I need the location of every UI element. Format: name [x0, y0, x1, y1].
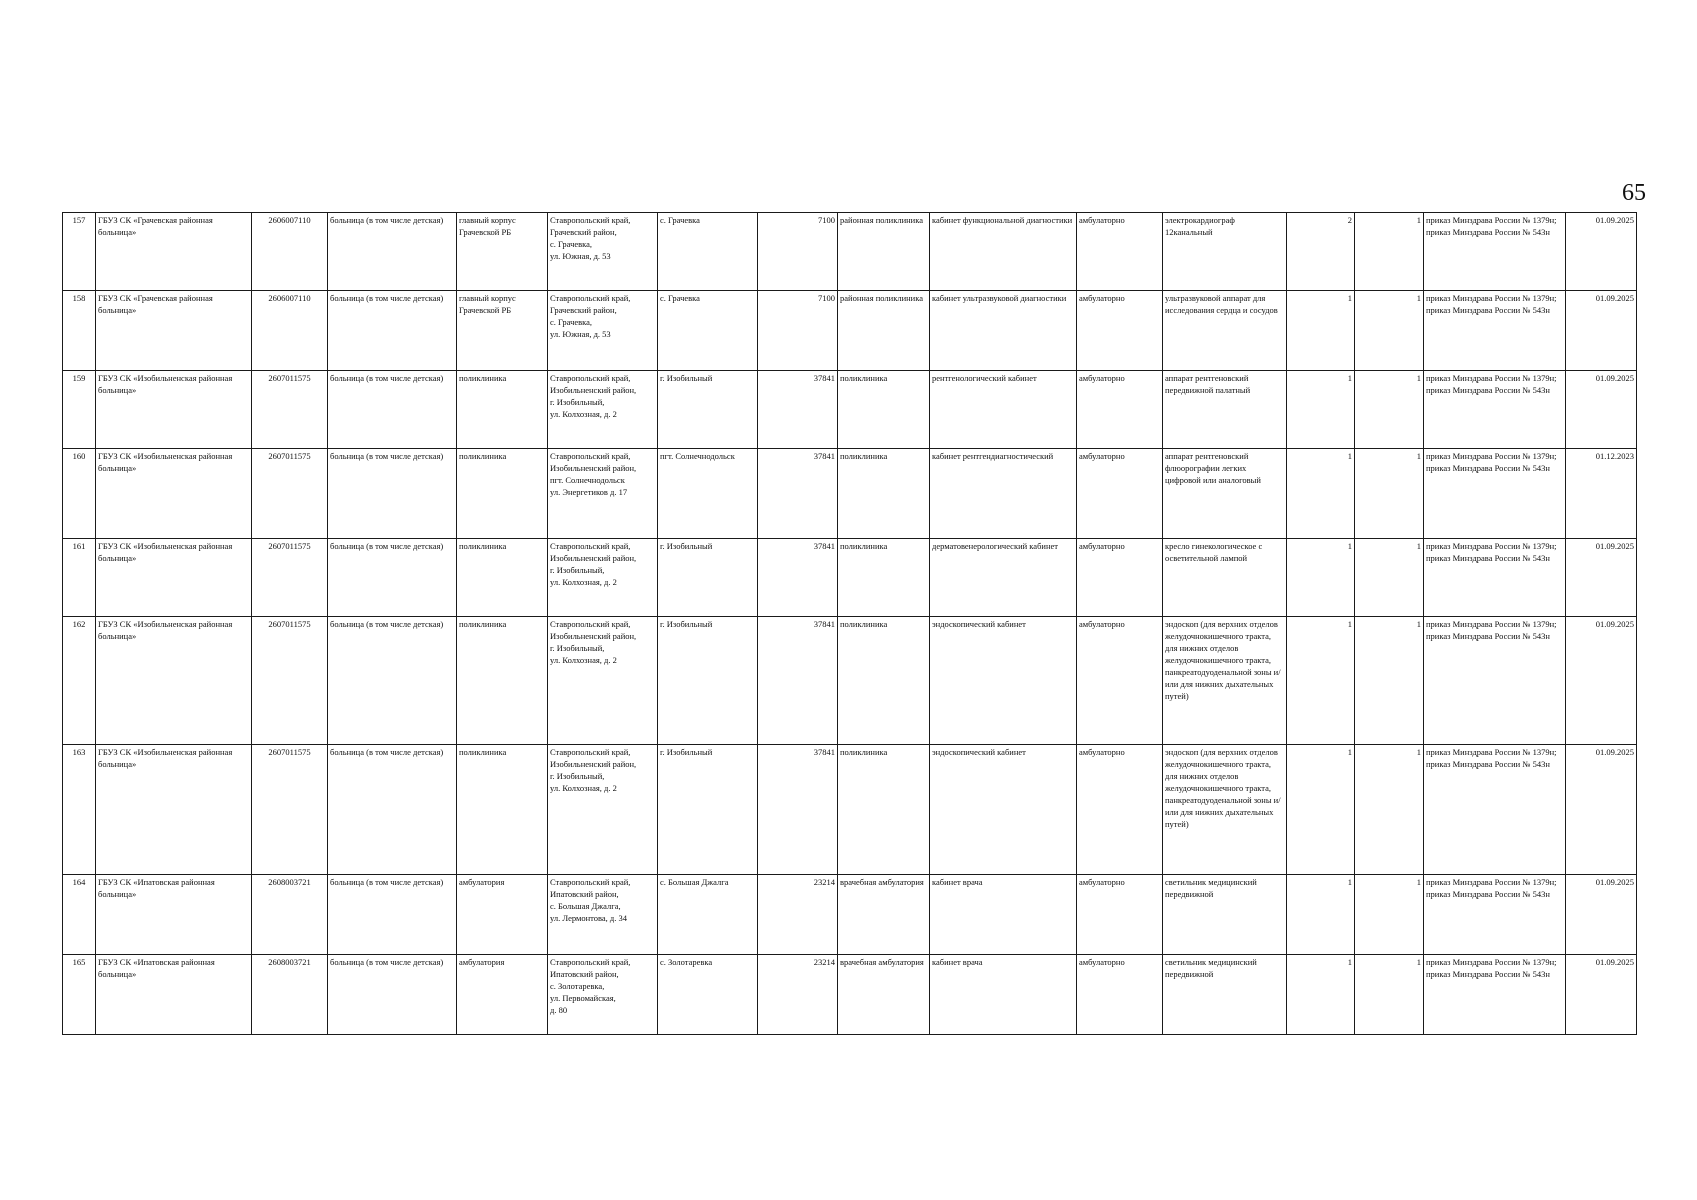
address-cell: Ставропольский край, Изобильненский район, г. Изобильный, ул. Колхозная, д. 2 [548, 617, 658, 745]
institution-type-cell: больница (в том числе детская) [328, 539, 457, 617]
cabinet-name-cell: дерматовенерологический кабинет [930, 539, 1077, 617]
equipment-name-cell: светильник медицинский передвижной [1163, 955, 1287, 1035]
institution-type-cell: больница (в том числе детская) [328, 745, 457, 875]
unit-name-cell: поликлиника [838, 449, 930, 539]
organization-name-cell: ГБУЗ СК «Изобильненская районная больница» [96, 449, 252, 539]
cabinet-name-cell: эндоскопический кабинет [930, 617, 1077, 745]
row-number-cell: 160 [63, 449, 96, 539]
quantity-required-cell: 1 [1287, 745, 1355, 875]
due-date-cell: 01.09.2025 [1566, 213, 1637, 291]
inn-code-cell: 2607011575 [252, 745, 328, 875]
inn-code-cell: 2606007110 [252, 291, 328, 371]
equipment-name-cell: электрокардиограф 12канальный [1163, 213, 1287, 291]
unit-name-cell: поликлиника [838, 539, 930, 617]
table-row [63, 371, 1637, 449]
table-row [63, 213, 1637, 291]
institution-type-cell: больница (в том числе детская) [328, 371, 457, 449]
building-name-cell: поликлиника [457, 539, 548, 617]
institution-type-cell: больница (в том числе детская) [328, 449, 457, 539]
cabinet-name-cell: кабинет ультразвуковой диагностики [930, 291, 1077, 371]
unit-name-cell: районная поликлиника [838, 291, 930, 371]
address-cell: Ставропольский край, Грачевский район, с. Грачевка, ул. Южная, д. 53 [548, 213, 658, 291]
building-name-cell: амбулатория [457, 955, 548, 1035]
equipment-name-cell: аппарат рентгеновский передвижной палатный [1163, 371, 1287, 449]
locality-cell: г. Изобильный [658, 617, 758, 745]
address-cell: Ставропольский край, Изобильненский район, г. Изобильный, ул. Колхозная, д. 2 [548, 371, 658, 449]
due-date-cell: 01.09.2025 [1566, 875, 1637, 955]
population-cell: 37841 [758, 449, 838, 539]
quantity-required-cell: 1 [1287, 449, 1355, 539]
quantity-available-cell: 1 [1355, 449, 1424, 539]
population-cell: 37841 [758, 371, 838, 449]
building-name-cell: поликлиника [457, 745, 548, 875]
institution-type-cell: больница (в том числе детская) [328, 617, 457, 745]
legal-basis-cell: приказ Минздрава России № 1379н; приказ Минздрава России № 543н [1424, 539, 1566, 617]
equipment-name-cell: эндоскоп (для верхних отделов желудочнокишечного тракта, для нижних отделов желудочнокишечного тракта, панкреатодуоденальной зоны и/или для нижних дыхательных путей) [1163, 745, 1287, 875]
organization-name-cell: ГБУЗ СК «Грачевская районная больница» [96, 291, 252, 371]
quantity-available-cell: 1 [1355, 955, 1424, 1035]
cabinet-name-cell: эндоскопический кабинет [930, 745, 1077, 875]
inn-code-cell: 2608003721 [252, 955, 328, 1035]
care-mode-cell: амбулаторно [1077, 875, 1163, 955]
population-cell: 37841 [758, 745, 838, 875]
row-number-cell: 165 [63, 955, 96, 1035]
inn-code-cell: 2607011575 [252, 371, 328, 449]
legal-basis-cell: приказ Минздрава России № 1379н; приказ Минздрава России № 543н [1424, 617, 1566, 745]
locality-cell: г. Изобильный [658, 539, 758, 617]
locality-cell: г. Изобильный [658, 371, 758, 449]
quantity-required-cell: 2 [1287, 213, 1355, 291]
cabinet-name-cell: кабинет функциональной диагностики [930, 213, 1077, 291]
inn-code-cell: 2606007110 [252, 213, 328, 291]
equipment-registry-table [62, 212, 1637, 1035]
cabinet-name-cell: кабинет врача [930, 955, 1077, 1035]
row-number-cell: 159 [63, 371, 96, 449]
row-number-cell: 162 [63, 617, 96, 745]
population-cell: 7100 [758, 213, 838, 291]
unit-name-cell: врачебная амбулатория [838, 875, 930, 955]
row-number-cell: 161 [63, 539, 96, 617]
unit-name-cell: поликлиника [838, 371, 930, 449]
address-cell: Ставропольский край, Ипатовский район, с. Золотаревка, ул. Первомайская, д. 80 [548, 955, 658, 1035]
care-mode-cell: амбулаторно [1077, 617, 1163, 745]
inn-code-cell: 2607011575 [252, 449, 328, 539]
quantity-available-cell: 1 [1355, 213, 1424, 291]
care-mode-cell: амбулаторно [1077, 291, 1163, 371]
legal-basis-cell: приказ Минздрава России № 1379н; приказ Минздрава России № 543н [1424, 955, 1566, 1035]
inn-code-cell: 2608003721 [252, 875, 328, 955]
due-date-cell: 01.12.2023 [1566, 449, 1637, 539]
address-cell: Ставропольский край, Грачевский район, с. Грачевка, ул. Южная, д. 53 [548, 291, 658, 371]
cabinet-name-cell: кабинет рентгендиагностический [930, 449, 1077, 539]
due-date-cell: 01.09.2025 [1566, 745, 1637, 875]
address-cell: Ставропольский край, Ипатовский район, с. Большая Джалга, ул. Лермонтова, д. 34 [548, 875, 658, 955]
quantity-required-cell: 1 [1287, 875, 1355, 955]
due-date-cell: 01.09.2025 [1566, 955, 1637, 1035]
building-name-cell: поликлиника [457, 449, 548, 539]
building-name-cell: поликлиника [457, 617, 548, 745]
organization-name-cell: ГБУЗ СК «Изобильненская районная больница» [96, 371, 252, 449]
unit-name-cell: поликлиника [838, 617, 930, 745]
legal-basis-cell: приказ Минздрава России № 1379н; приказ Минздрава России № 543н [1424, 213, 1566, 291]
quantity-required-cell: 1 [1287, 955, 1355, 1035]
equipment-name-cell: аппарат рентгеновский флюорографии легких цифровой или аналоговый [1163, 449, 1287, 539]
row-number-cell: 164 [63, 875, 96, 955]
equipment-name-cell: светильник медицинский передвижной [1163, 875, 1287, 955]
building-name-cell: поликлиника [457, 371, 548, 449]
equipment-name-cell: эндоскоп (для верхних отделов желудочнокишечного тракта, для нижних отделов желудочнокишечного тракта, панкреатодуоденальной зоны и/или для нижних дыхательных путей) [1163, 617, 1287, 745]
institution-type-cell: больница (в том числе детская) [328, 213, 457, 291]
care-mode-cell: амбулаторно [1077, 449, 1163, 539]
building-name-cell: главный корпус Грачевской РБ [457, 291, 548, 371]
care-mode-cell: амбулаторно [1077, 371, 1163, 449]
locality-cell: г. Изобильный [658, 745, 758, 875]
organization-name-cell: ГБУЗ СК «Изобильненская районная больница» [96, 745, 252, 875]
care-mode-cell: амбулаторно [1077, 745, 1163, 875]
quantity-required-cell: 1 [1287, 371, 1355, 449]
institution-type-cell: больница (в том числе детская) [328, 955, 457, 1035]
care-mode-cell: амбулаторно [1077, 955, 1163, 1035]
unit-name-cell: поликлиника [838, 745, 930, 875]
institution-type-cell: больница (в том числе детская) [328, 291, 457, 371]
quantity-available-cell: 1 [1355, 291, 1424, 371]
table-row [63, 745, 1637, 875]
page-number: 65 [1622, 180, 1646, 206]
due-date-cell: 01.09.2025 [1566, 371, 1637, 449]
quantity-available-cell: 1 [1355, 371, 1424, 449]
inn-code-cell: 2607011575 [252, 539, 328, 617]
population-cell: 23214 [758, 875, 838, 955]
locality-cell: с. Большая Джалга [658, 875, 758, 955]
table-row [63, 875, 1637, 955]
building-name-cell: амбулатория [457, 875, 548, 955]
due-date-cell: 01.09.2025 [1566, 291, 1637, 371]
quantity-available-cell: 1 [1355, 875, 1424, 955]
organization-name-cell: ГБУЗ СК «Грачевская районная больница» [96, 213, 252, 291]
locality-cell: с. Грачевка [658, 291, 758, 371]
cabinet-name-cell: кабинет врача [930, 875, 1077, 955]
unit-name-cell: районная поликлиника [838, 213, 930, 291]
row-number-cell: 157 [63, 213, 96, 291]
locality-cell: с. Грачевка [658, 213, 758, 291]
institution-type-cell: больница (в том числе детская) [328, 875, 457, 955]
care-mode-cell: амбулаторно [1077, 539, 1163, 617]
population-cell: 37841 [758, 539, 838, 617]
population-cell: 23214 [758, 955, 838, 1035]
legal-basis-cell: приказ Минздрава России № 1379н; приказ Минздрава России № 543н [1424, 449, 1566, 539]
inn-code-cell: 2607011575 [252, 617, 328, 745]
table-row [63, 955, 1637, 1035]
address-cell: Ставропольский край, Изобильненский район, г. Изобильный, ул. Колхозная, д. 2 [548, 745, 658, 875]
quantity-available-cell: 1 [1355, 745, 1424, 875]
legal-basis-cell: приказ Минздрава России № 1379н; приказ Минздрава России № 543н [1424, 745, 1566, 875]
equipment-name-cell: кресло гинекологическое с осветительной лампой [1163, 539, 1287, 617]
table-row [63, 291, 1637, 371]
organization-name-cell: ГБУЗ СК «Ипатовская районная больница» [96, 875, 252, 955]
quantity-required-cell: 1 [1287, 617, 1355, 745]
quantity-required-cell: 1 [1287, 539, 1355, 617]
due-date-cell: 01.09.2025 [1566, 539, 1637, 617]
organization-name-cell: ГБУЗ СК «Ипатовская районная больница» [96, 955, 252, 1035]
due-date-cell: 01.09.2025 [1566, 617, 1637, 745]
table-row [63, 617, 1637, 745]
table-row [63, 539, 1637, 617]
building-name-cell: главный корпус Грачевской РБ [457, 213, 548, 291]
quantity-available-cell: 1 [1355, 617, 1424, 745]
population-cell: 7100 [758, 291, 838, 371]
address-cell: Ставропольский край, Изобильненский район, г. Изобильный, ул. Колхозная, д. 2 [548, 539, 658, 617]
organization-name-cell: ГБУЗ СК «Изобильненская районная больница» [96, 617, 252, 745]
unit-name-cell: врачебная амбулатория [838, 955, 930, 1035]
legal-basis-cell: приказ Минздрава России № 1379н; приказ Минздрава России № 543н [1424, 291, 1566, 371]
legal-basis-cell: приказ Минздрава России № 1379н; приказ Минздрава России № 543н [1424, 371, 1566, 449]
care-mode-cell: амбулаторно [1077, 213, 1163, 291]
table-row [63, 449, 1637, 539]
quantity-available-cell: 1 [1355, 539, 1424, 617]
cabinet-name-cell: рентгенологический кабинет [930, 371, 1077, 449]
equipment-name-cell: ультразвуковой аппарат для исследования сердца и сосудов [1163, 291, 1287, 371]
organization-name-cell: ГБУЗ СК «Изобильненская районная больница» [96, 539, 252, 617]
locality-cell: с. Золотаревка [658, 955, 758, 1035]
population-cell: 37841 [758, 617, 838, 745]
row-number-cell: 158 [63, 291, 96, 371]
address-cell: Ставропольский край, Изобильненский район, пгт. Солнечнодольск ул. Энергетиков д. 17 [548, 449, 658, 539]
quantity-required-cell: 1 [1287, 291, 1355, 371]
legal-basis-cell: приказ Минздрава России № 1379н; приказ Минздрава России № 543н [1424, 875, 1566, 955]
row-number-cell: 163 [63, 745, 96, 875]
locality-cell: пгт. Солнечнодольск [658, 449, 758, 539]
